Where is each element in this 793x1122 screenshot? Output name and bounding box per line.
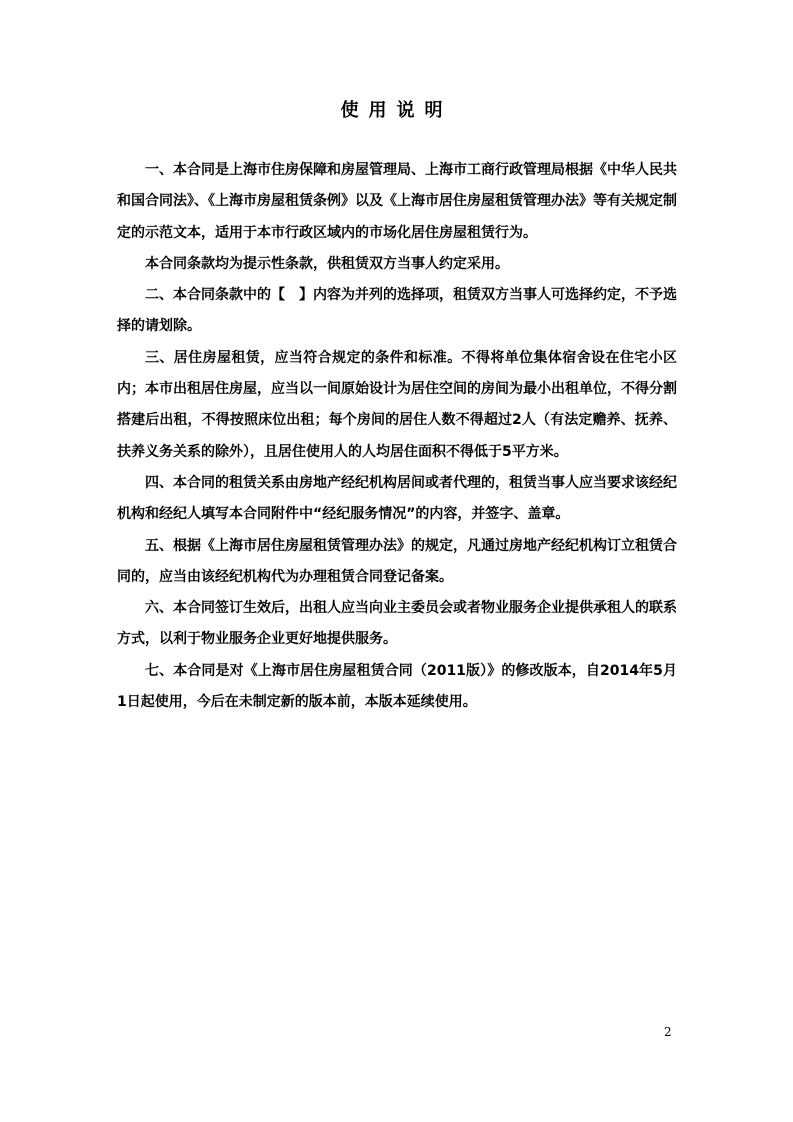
paragraph-4: 四、本合同的租赁关系由房地产经纪机构居间或者代理的，租赁当事人应当要求该经纪机构和经纪人填写本合同附件中“经纪服务情况”的内容，并签字、盖章。 bbox=[117, 474, 677, 523]
paragraph-6: 六、本合同签订生效后，出租人应当向业主委员会或者物业服务企业提供承租人的联系方式，以利于物业服务企业更好地提供服务。 bbox=[117, 600, 677, 648]
paragraph-1: 一、本合同是上海市住房保障和房屋管理局、上海市工商行政管理局根据《中华人民共和国合同法》、《上海市房屋租赁条例》以及《上海市居住房屋租赁管理办法》等有关规定制定的示范文本，适用于本市行政区域内的市场化居住房屋租赁行为。 bbox=[117, 162, 677, 241]
page-title: 使用说明 bbox=[340, 100, 453, 121]
paragraph-1-note: 本合同条款均为提示性条款，供租赁双方当事人约定采用。 bbox=[145, 255, 509, 272]
paragraph-3: 三、居住房屋租赁，应当符合规定的条件和标准。不得将单位集体宿舍设在住宅小区内；本市出租居住房屋，应当以一间原始设计为居住空间的房间为最小出租单位，不得分割搭建后出租，不得按照床位出租；每个房间的居住人数不得超过2人（有法定赡养、抚养、扶养义务关系的除外），且居住使用人的人均居住面积不得低于5平方米。 bbox=[117, 349, 677, 460]
instructions-body bbox=[117, 155, 677, 718]
paragraph-7: 七、本合同是对《上海市居住房屋租赁合同（2011版）》的修改版本，自2014年5月1日起使用，今后在未制定新的版本前，本版本延续使用。 bbox=[117, 662, 677, 711]
paragraph-2: 二、本合同条款中的【 】内容为并列的选择项，租赁双方当事人可选择约定，不予选择的请划除。 bbox=[117, 287, 677, 335]
paragraph-5: 五、根据《上海市居住房屋租赁管理办法》的规定，凡通过房地产经纪机构订立租赁合同的，应当由该经纪机构代为办理租赁合同登记备案。 bbox=[117, 537, 677, 585]
page-number: 2 bbox=[664, 1025, 672, 1039]
